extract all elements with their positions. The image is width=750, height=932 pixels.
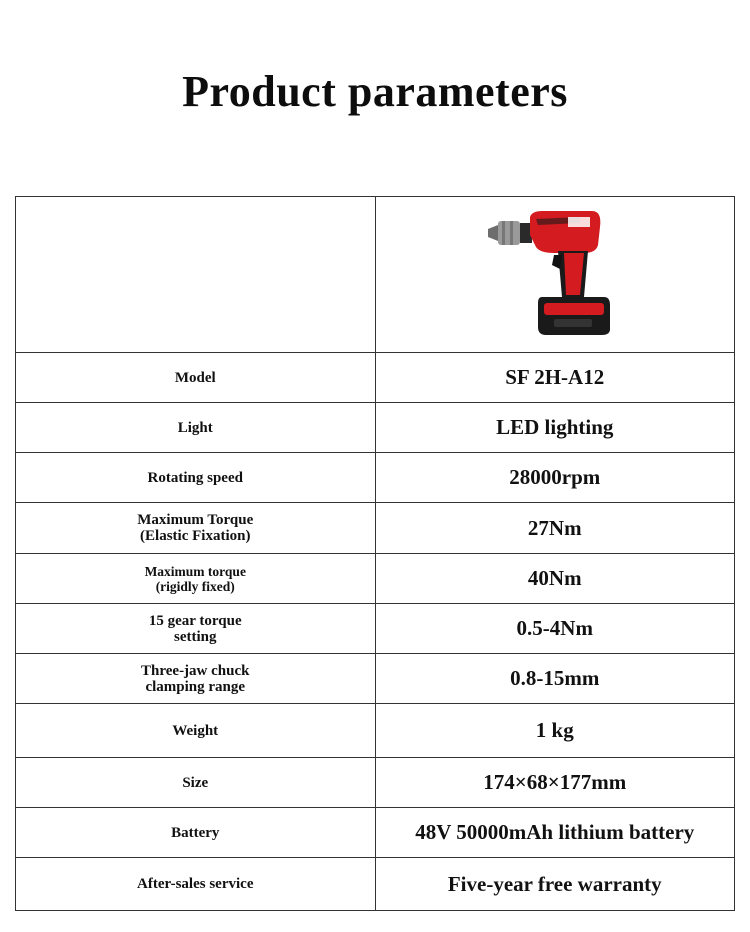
table-row [16,604,735,654]
image-row [16,197,735,353]
table-row [16,704,735,758]
value-max-torque-rigid: 40Nm [375,554,735,604]
value-battery: 48V 50000mAh lithium battery [375,808,735,858]
table-row [16,503,735,554]
product-image-cell [375,197,735,353]
table-row [16,403,735,453]
label-chuck-range: Three-jaw chuck clamping range [16,654,376,704]
cordless-drill-icon [480,205,630,345]
table-row [16,654,735,704]
parameters-table [15,196,735,911]
value-after-sales: Five-year free warranty [375,858,735,911]
value-size: 174×68×177mm [375,758,735,808]
image-row-empty-cell [16,197,376,353]
table-row [16,808,735,858]
label-max-torque-rigid: Maximum torque (rigidly fixed) [16,554,376,604]
value-gear-torque: 0.5-4Nm [375,604,735,654]
label-max-torque-elastic: Maximum Torque (Elastic Fixation) [16,503,376,554]
label-size: Size [16,758,376,808]
table-row [16,758,735,808]
value-model: SF 2H-A12 [375,353,735,403]
value-chuck-range: 0.8-15mm [375,654,735,704]
value-light: LED lighting [375,403,735,453]
label-model: Model [16,353,376,403]
table-row [16,353,735,403]
value-weight: 1 kg [375,704,735,758]
value-max-torque-elastic: 27Nm [375,503,735,554]
table-row [16,453,735,503]
value-rotating-speed: 28000rpm [375,453,735,503]
label-rotating-speed: Rotating speed [16,453,376,503]
label-weight: Weight [16,704,376,758]
label-battery: Battery [16,808,376,858]
label-light: Light [16,403,376,453]
label-gear-torque: 15 gear torque setting [16,604,376,654]
table-row [16,858,735,911]
table-row [16,554,735,604]
page-title: Product parameters [182,67,568,116]
label-after-sales: After-sales service [16,858,376,911]
